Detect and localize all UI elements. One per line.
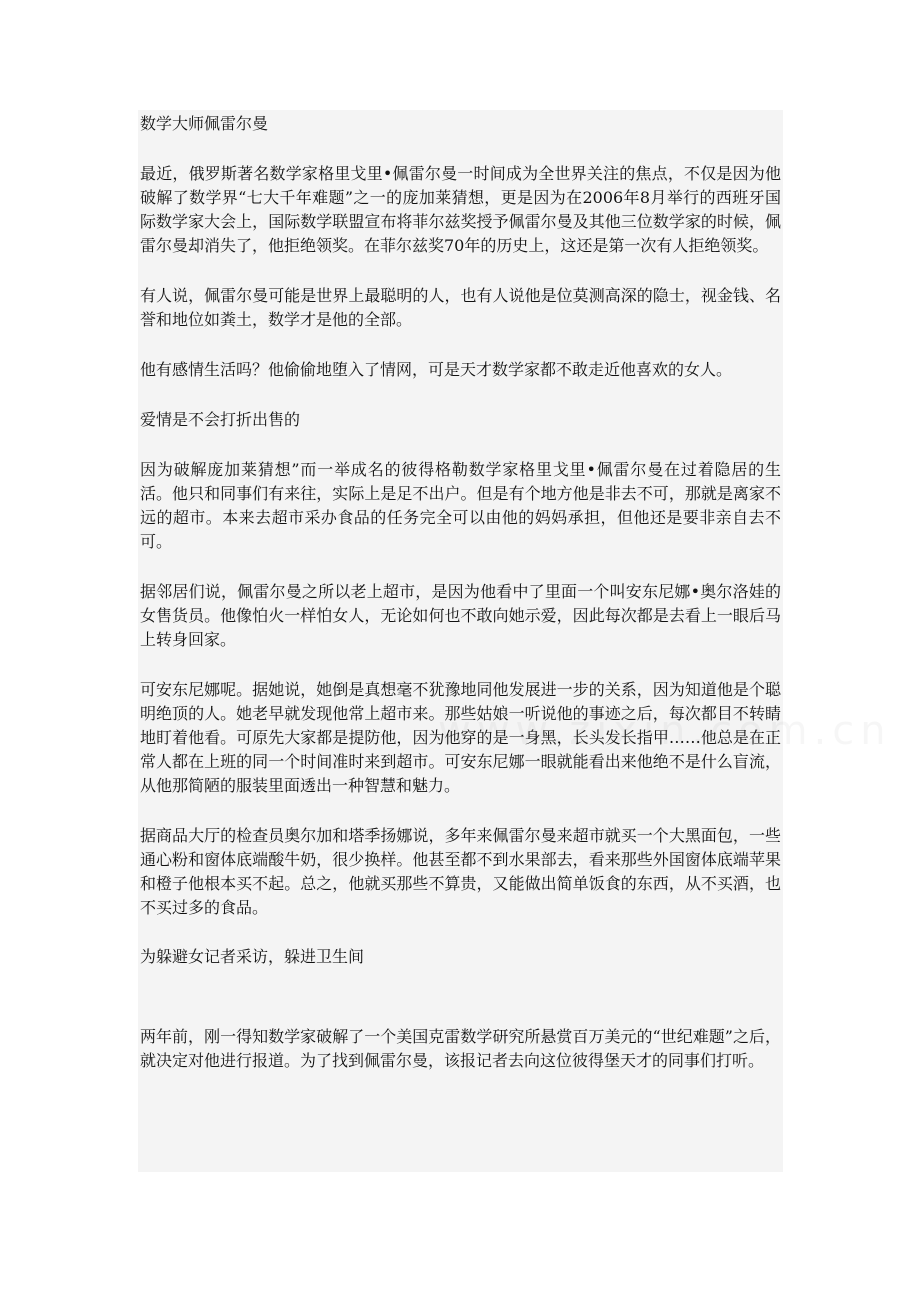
paragraph-8: 两年前，刚一得知数学家破解了一个美国克雷数学研究所悬赏百万美元的“世纪难题”之后，就决定对他进行报道。为了找到佩雷尔曼，该报记者去向这位彼得堡天才的同事们打听。 [140,1027,781,1070]
paragraph-5: 据邻居们说，佩雷尔曼之所以老上超市，是因为他看中了里面一个叫安东尼娜•奥尔洛娃的女售货员。他像怕火一样怕女人，无论如何也不敢向她示爱，因此每次都是去看上一眼后马上转身回家。 [140,582,781,649]
section-heading-reporter: 为躲避女记者采访，躲进卫生间 [140,947,365,966]
document-content [140,110,781,1073]
paragraph-4: 因为破解庞加莱猜想”而一举成名的彼得格勒数学家格里戈里•佩雷尔曼在过着隐居的生活。他只和同事们有来往，实际上是足不出户。但是有个地方他是非去不可，那就是离家不远的超市。本来去超市采办食品的任务完全可以由他的妈妈承担，但他还是要非亲自去不可。 [140,460,781,551]
paragraph-7: 据商品大厅的检查员奥尔加和塔季扬娜说，多年来佩雷尔曼来超市就买一个大黑面包，一些通心粉和窗体底端酸牛奶，很少换样。他甚至都不到水果部去，看来那些外国窗体底端苹果和橙子他根本买不起。总之，他就买那些不算贵，又能做出简单饭食的东西，从不买酒，也不买过多的食品。 [140,826,781,917]
paragraph-6: 可安东尼娜呢。据她说，她倒是真想毫不犹豫地同他发展进一步的关系，因为知道他是个聪明绝顶的人。她老早就发现他常上超市来。那些姑娘一听说他的事迹之后，每次都目不转睛地盯着他看。可原先大家都是提防他，因为他穿的是一身黑，长头发长指甲……他总是在正常人都在上班的同一个时间准时来到超市。可安东尼娜一眼就能看出来他绝不是什么盲流，从他那简陋的服装里面透出一种智慧和魅力。 [140,680,781,795]
document-title: 数学大师佩雷尔曼 [140,114,269,133]
paragraph-3: 他有感情生活吗？他偷偷地堕入了情网，可是天才数学家都不敢走近他喜欢的女人。 [140,360,733,379]
section-heading-love: 爱情是不会打折出售的 [140,410,301,429]
document-page [138,110,783,1172]
paragraph-1: 最近，俄罗斯著名数学家格里戈里•佩雷尔曼一时间成为全世界关注的焦点，不仅是因为他破解了数学界“七大千年难题”之一的庞加莱猜想，更是因为在2006年8月举行的西班牙国际数学家大会上，国际数学联盟宣布将菲尔兹奖授予佩雷尔曼及其他三位数学家的时候，佩雷尔曼却消失了，他拒绝领奖。在菲尔兹奖70年的历史上，这还是第一次有人拒绝领奖。 [140,164,781,255]
paragraph-2: 有人说，佩雷尔曼可能是世界上最聪明的人，也有人说他是位莫测高深的隐士，视金钱、名誉和地位如粪土，数学才是他的全部。 [140,286,781,329]
